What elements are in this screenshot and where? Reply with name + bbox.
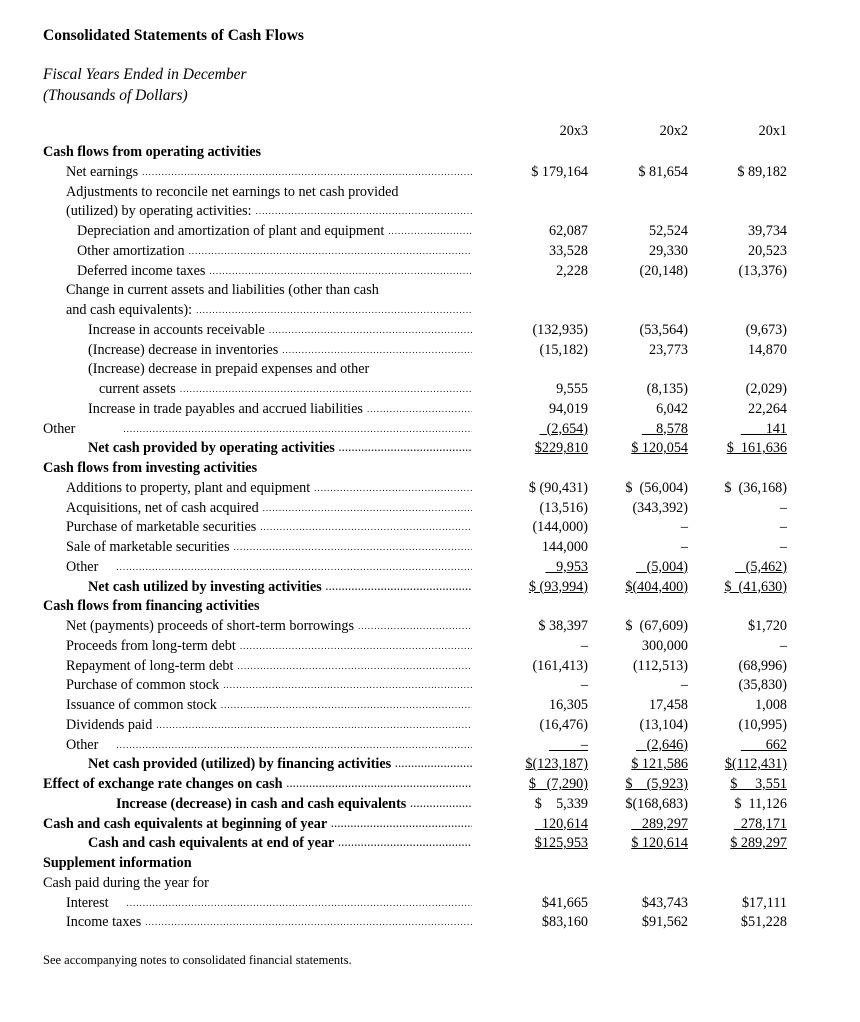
dot-leader <box>410 795 472 815</box>
row-label-text: Other <box>43 420 76 437</box>
row-label <box>66 163 472 183</box>
dot-leader <box>233 538 472 558</box>
cash-flow-table <box>0 143 860 933</box>
value-20x1: $1,720 <box>747 618 787 634</box>
table-row <box>0 301 860 321</box>
row-label <box>88 341 472 361</box>
table-row <box>0 558 860 578</box>
table-row <box>0 341 860 361</box>
row-label-text: Other <box>66 736 99 753</box>
dot-leader <box>314 479 472 499</box>
row-label <box>88 400 472 420</box>
row-label <box>88 321 472 341</box>
value-20x2: $ (5,923) <box>625 776 688 792</box>
dot-leader <box>339 439 472 459</box>
table-row <box>0 617 860 637</box>
row-label-text: Increase in trade payables and accrued liabilities <box>88 400 363 417</box>
dot-leader <box>287 775 472 795</box>
value-20x1: $ 11,126 <box>734 795 787 812</box>
row-label <box>66 696 472 716</box>
row-label-text: Cash paid during the year for <box>43 874 209 891</box>
table-row <box>0 360 860 380</box>
row-label-text: Proceeds from long-term debt <box>66 637 236 654</box>
value-20x2: $ 121,586 <box>631 756 688 773</box>
table-row <box>0 222 860 242</box>
row-label <box>66 281 379 301</box>
dot-leader <box>395 755 472 775</box>
column-header-20x3: 20x3 <box>559 123 588 139</box>
dot-leader <box>256 202 472 222</box>
table-row <box>0 499 860 519</box>
value-20x3: 16,305 <box>548 697 588 713</box>
table-row <box>0 913 860 933</box>
dot-leader <box>326 578 472 598</box>
value-20x1: (10,995) <box>738 716 787 733</box>
table-row <box>0 183 860 203</box>
row-label-text: Supplement information <box>43 855 192 871</box>
value-20x3: $ 179,164 <box>531 163 588 180</box>
value-20x1: 141 <box>740 420 787 437</box>
table-row <box>0 420 860 440</box>
value-20x1: (2,029) <box>745 381 787 397</box>
dot-leader <box>367 400 472 420</box>
value-20x3: – <box>580 677 588 694</box>
value-20x1: 14,870 <box>747 341 787 358</box>
row-label <box>66 499 472 519</box>
value-20x3: (16,476) <box>539 716 588 733</box>
value-20x2: (5,004) <box>635 558 688 575</box>
row-label <box>66 637 472 657</box>
value-20x1: $ 3,551 <box>730 776 787 792</box>
table-row <box>0 400 860 420</box>
table-row <box>0 538 860 558</box>
row-label <box>43 815 472 835</box>
value-20x2: $(168,683) <box>625 795 688 812</box>
value-20x3: $ 5,339 <box>534 795 588 812</box>
table-row <box>0 202 860 222</box>
value-20x2: (8,135) <box>646 381 688 397</box>
value-20x1: $ 289,297 <box>730 835 787 852</box>
value-20x3: (13,516) <box>539 499 588 516</box>
value-20x1: 662 <box>740 736 787 753</box>
row-label-text: Income taxes <box>66 914 142 931</box>
row-label <box>88 360 369 380</box>
value-20x3: (2,654) <box>539 420 588 437</box>
row-label-text: Cash and cash equivalents at end of year <box>88 835 335 852</box>
table-row <box>0 518 860 538</box>
row-label-text: and cash equivalents): <box>66 302 193 318</box>
table-row <box>0 657 860 677</box>
row-label <box>43 854 192 874</box>
table-row <box>0 775 860 795</box>
table-row <box>0 834 860 854</box>
row-label-text: Net cash utilized by investing activities <box>88 578 322 595</box>
row-label-text: Repayment of long-term debt <box>66 657 234 674</box>
row-label-text: Cash flows from operating activities <box>43 144 262 160</box>
dot-leader <box>282 341 472 361</box>
value-20x3: (132,935) <box>532 321 588 338</box>
table-row <box>0 755 860 775</box>
fiscal-period: Fiscal Years Ended in December <box>43 66 247 83</box>
table-row <box>0 696 860 716</box>
row-label-text: Cash flows from investing activities <box>43 460 258 476</box>
row-label <box>43 597 259 617</box>
table-row <box>0 479 860 499</box>
table-row <box>0 597 860 617</box>
dot-leader <box>116 558 472 578</box>
row-label-text: Net earnings <box>66 163 139 180</box>
dot-leader <box>180 380 472 400</box>
dot-leader <box>196 301 472 321</box>
value-20x2: 6,042 <box>656 400 688 417</box>
value-20x2: 29,330 <box>648 242 688 259</box>
dot-leader <box>123 420 472 440</box>
value-20x1: 278,171 <box>733 815 787 832</box>
row-label-text: Other <box>66 558 99 575</box>
row-label <box>66 657 472 677</box>
table-row <box>0 894 860 914</box>
value-20x2: – <box>680 677 688 694</box>
value-20x2: $91,562 <box>641 914 688 931</box>
table-row <box>0 637 860 657</box>
row-label-text: Interest <box>66 894 109 911</box>
row-label <box>77 222 472 242</box>
table-row <box>0 143 860 163</box>
table-row <box>0 242 860 262</box>
value-20x1: $ 89,182 <box>737 163 787 180</box>
row-label-text: Cash flows from financing activities <box>43 598 260 615</box>
value-20x3: 94,019 <box>548 400 588 417</box>
row-label <box>88 439 472 459</box>
row-label-text: (Increase) decrease in prepaid expenses and other <box>88 361 370 378</box>
row-label-text: Sale of marketable securities <box>66 539 230 555</box>
value-20x2: (13,104) <box>639 716 688 733</box>
value-20x3: $ 38,397 <box>538 618 588 634</box>
row-label-text: Purchase of marketable securities <box>66 519 257 536</box>
table-row <box>0 716 860 736</box>
row-label <box>66 913 472 933</box>
row-label-text: Net cash provided (utilized) by financing activities <box>88 756 392 773</box>
row-label-text: Net cash provided by operating activities <box>88 440 335 457</box>
value-20x2: $(404,400) <box>625 578 688 595</box>
value-20x2: – <box>680 519 688 536</box>
table-row <box>0 578 860 598</box>
value-20x3: $(123,187) <box>525 756 588 773</box>
value-20x3: 33,528 <box>548 242 588 259</box>
dot-leader <box>240 637 472 657</box>
value-20x2: 300,000 <box>641 637 688 654</box>
dot-leader <box>142 163 472 183</box>
table-row <box>0 321 860 341</box>
value-20x1: – <box>779 539 787 555</box>
value-20x2: 289,297 <box>631 815 688 832</box>
value-20x2: $43,743 <box>641 894 688 911</box>
value-20x3: $229,810 <box>534 440 588 457</box>
row-label-text: Net (payments) proceeds of short-term borrowings <box>66 618 355 634</box>
value-20x1: (35,830) <box>738 677 787 694</box>
value-20x3: $ (90,431) <box>528 479 588 496</box>
dot-leader <box>209 262 472 282</box>
row-label <box>43 459 257 479</box>
row-label <box>43 143 261 163</box>
value-20x3: – <box>548 736 588 753</box>
row-label <box>66 183 399 203</box>
dot-leader <box>189 242 472 262</box>
row-label <box>66 301 472 321</box>
value-20x2: $ 120,054 <box>631 440 688 457</box>
value-20x1: $51,228 <box>740 914 787 931</box>
table-row <box>0 736 860 756</box>
dot-leader <box>127 894 472 914</box>
row-label <box>66 202 472 222</box>
table-row <box>0 795 860 815</box>
dot-leader <box>145 913 472 933</box>
row-label-text: Effect of exchange rate changes on cash <box>43 776 283 792</box>
value-20x3: 62,087 <box>548 223 588 239</box>
dot-leader <box>388 222 472 242</box>
row-label-text: Additions to property, plant and equipment <box>66 479 311 496</box>
dot-leader <box>338 834 472 854</box>
dot-leader <box>263 499 472 519</box>
value-20x3: $ (93,994) <box>528 578 588 595</box>
value-20x1: 1,008 <box>755 697 787 713</box>
value-20x3: (144,000) <box>532 519 588 536</box>
value-20x2: (53,564) <box>639 321 688 338</box>
value-20x2: $ 81,654 <box>638 163 688 180</box>
value-20x2: $ (67,609) <box>625 618 688 634</box>
row-label-text: Issuance of common stock <box>66 697 217 713</box>
row-label-text: Increase in accounts receivable <box>88 321 265 338</box>
value-20x3: 2,228 <box>556 262 588 279</box>
row-label-text: (utilized) by operating activities: <box>66 203 252 220</box>
footnote: See accompanying notes to consolidated financial statements. <box>43 953 352 967</box>
value-20x1: (9,673) <box>745 321 787 338</box>
value-20x2: $ 120,614 <box>631 835 688 852</box>
row-label-text: Depreciation and amortization of plant and equipment <box>77 223 385 239</box>
value-20x2: 17,458 <box>648 697 688 713</box>
table-row <box>0 815 860 835</box>
column-header-20x1: 20x1 <box>758 123 787 139</box>
dot-leader <box>223 676 472 696</box>
row-label-text: Cash and cash equivalents at beginning of year <box>43 815 328 832</box>
table-row <box>0 439 860 459</box>
value-20x1: $(112,431) <box>724 756 787 773</box>
dot-leader <box>237 657 472 677</box>
row-label-text: (Increase) decrease in inventories <box>88 341 279 358</box>
table-row <box>0 281 860 301</box>
dot-leader <box>331 815 472 835</box>
value-20x3: $125,953 <box>534 835 588 852</box>
row-label-text: Acquisitions, net of cash acquired <box>66 499 259 516</box>
value-20x3: 9,953 <box>545 558 588 575</box>
value-20x2: – <box>680 539 688 555</box>
dot-leader <box>269 321 472 341</box>
value-20x3: 144,000 <box>541 539 588 555</box>
table-row <box>0 262 860 282</box>
row-label-text: Other amortization <box>77 242 185 259</box>
statement-title: Consolidated Statements of Cash Flows <box>43 27 304 44</box>
value-20x2: 8,578 <box>641 420 688 437</box>
value-20x1: $ 161,636 <box>726 440 787 457</box>
value-20x1: 20,523 <box>747 242 787 259</box>
value-20x2: (112,513) <box>632 657 688 674</box>
row-label-text: Increase (decrease) in cash and cash equivalents <box>116 795 407 812</box>
row-label <box>43 874 209 894</box>
row-label <box>66 518 472 538</box>
value-20x1: – <box>779 519 787 536</box>
table-row <box>0 854 860 874</box>
value-20x1: $17,111 <box>741 894 787 911</box>
value-20x3: (15,182) <box>539 341 588 358</box>
row-label <box>66 538 472 558</box>
value-20x2: 23,773 <box>648 341 688 358</box>
value-20x1: $ (41,630) <box>724 578 787 595</box>
table-row <box>0 163 860 183</box>
row-label <box>66 558 472 578</box>
value-20x2: (20,148) <box>639 262 688 279</box>
table-row <box>0 459 860 479</box>
value-20x3: $41,665 <box>541 894 588 911</box>
dot-leader <box>260 518 472 538</box>
value-20x1: $ (36,168) <box>724 479 787 496</box>
value-20x1: (68,996) <box>738 657 787 674</box>
row-label <box>88 578 472 598</box>
value-20x1: – <box>779 499 787 516</box>
value-20x3: (161,413) <box>532 657 588 674</box>
value-20x2: (2,646) <box>635 736 688 753</box>
dot-leader <box>116 736 472 756</box>
value-20x1: – <box>779 637 787 654</box>
row-label <box>99 380 472 400</box>
row-label <box>66 716 472 736</box>
value-20x1: 22,264 <box>747 400 787 417</box>
table-row <box>0 380 860 400</box>
value-20x1: 39,734 <box>747 223 787 239</box>
value-20x3: – <box>580 637 588 654</box>
row-label <box>66 736 472 756</box>
row-label-text: Deferred income taxes <box>77 262 206 279</box>
row-label-text: current assets <box>99 381 176 397</box>
row-label <box>43 775 472 795</box>
value-20x2: $ (56,004) <box>625 479 688 496</box>
row-label <box>77 242 472 262</box>
row-label <box>66 894 472 914</box>
row-label <box>66 617 472 637</box>
row-label <box>77 262 472 282</box>
value-20x3: $83,160 <box>541 914 588 931</box>
column-header-20x2: 20x2 <box>659 123 688 139</box>
units-note: (Thousands of Dollars) <box>43 87 188 104</box>
row-label <box>88 755 472 775</box>
value-20x2: (343,392) <box>632 499 688 516</box>
row-label <box>116 795 472 815</box>
table-row <box>0 676 860 696</box>
value-20x3: $ (7,290) <box>528 776 588 792</box>
row-label-text: Adjustments to reconcile net earnings to net cash provided <box>66 183 399 200</box>
row-label-text: Change in current assets and liabilities (other than cash <box>66 282 379 299</box>
value-20x1: (5,462) <box>734 558 787 575</box>
row-label <box>66 479 472 499</box>
row-label <box>88 834 472 854</box>
dot-leader <box>156 716 472 736</box>
value-20x2: 52,524 <box>648 223 688 239</box>
value-20x3: 9,555 <box>556 381 588 397</box>
dot-leader <box>221 696 472 716</box>
value-20x3: 120,614 <box>534 815 588 832</box>
dot-leader <box>358 617 472 637</box>
row-label <box>43 420 472 440</box>
value-20x1: (13,376) <box>738 262 787 279</box>
row-label-text: Purchase of common stock <box>66 677 220 694</box>
row-label-text: Dividends paid <box>66 716 153 733</box>
row-label <box>66 676 472 696</box>
table-row <box>0 874 860 894</box>
